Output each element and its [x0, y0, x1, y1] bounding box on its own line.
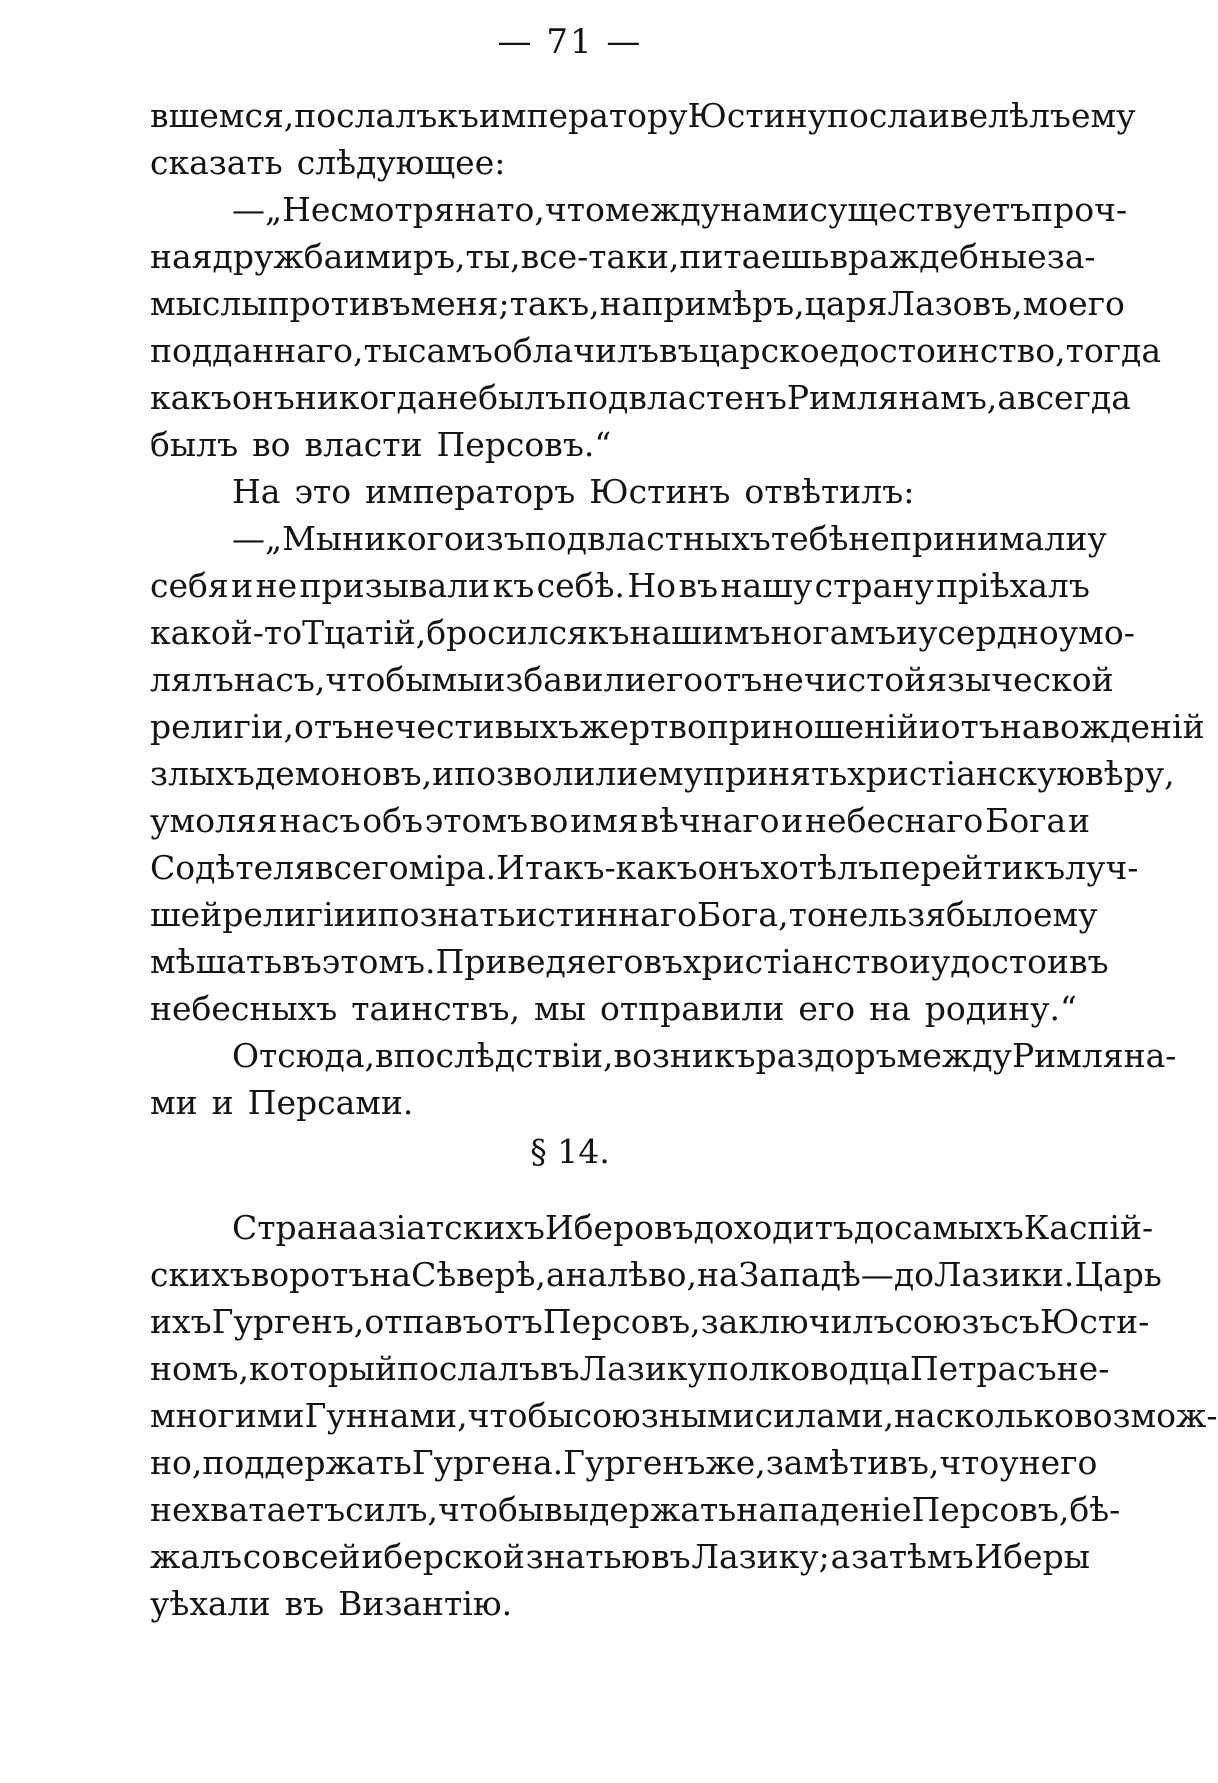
text-line: скихъ воротъ на Сѣверѣ, а налѣво, на Западѣ—до Лазики. Царь: [150, 1255, 1162, 1294]
text-line: многими Гуннами, чтобы союзными силами, насколько возмож-: [150, 1396, 1218, 1435]
text-line: Страна азiатскихъ Иберовъ доходитъ до самыхъ Каспiй-: [232, 1208, 1154, 1247]
text-line: уѣхали въ Византiю.: [150, 1584, 513, 1623]
text-line: религiи, отъ нечестивыхъ жертвоприношенiй и отъ навожденiй: [150, 707, 1205, 746]
text-line: номъ, который послалъ въ Лазику полководца Петра съ не-: [150, 1349, 1110, 1388]
text-line: —„Мы никого изъ подвластныхъ тебѣ не принимали у: [232, 519, 1107, 558]
text-line: себя и не призывали къ себѣ. Но въ нашу страну прiѣхалъ: [150, 566, 1090, 605]
text-line: не хватаетъ силъ, чтобы выдержать нападенiе Персовъ, бѣ-: [150, 1490, 1121, 1529]
text-line: злыхъ демоновъ, и позволили ему принять христiанскую вѣру,: [150, 754, 1175, 793]
text-line: ми и Персами.: [150, 1083, 414, 1122]
text-line: подданнаго, ты самъ облачилъ въ царское достоинство, тогда: [150, 331, 1162, 370]
text-line: лялъ насъ, чтобы мы избавили его отъ нечистой языческой: [150, 660, 1114, 699]
text-line: какъ онъ никогда не былъ подвластенъ Римлянамъ, а всегда: [150, 378, 1131, 417]
text-line: мыслы противъ меня; такъ, напримѣръ, царя Лазовъ, моего: [150, 284, 1125, 323]
text-line: жалъ со всей иберской знатью въ Лазику; а затѣмъ Иберы: [150, 1537, 1090, 1576]
text-line: ихъ Гургенъ, отпавъ отъ Персовъ, заключилъ союзъ съ Юсти-: [150, 1302, 1150, 1341]
text-line: мѣшать въ этомъ. Приведя его въ христiанство и удостоивъ: [150, 942, 1109, 981]
text-line: —„Несмотря на то, что между нами существуетъ проч-: [232, 190, 1128, 229]
section-heading: § 14.: [530, 1132, 610, 1171]
page-number: — 71 —: [497, 22, 643, 62]
text-line: но, поддержать Гургена. Гургенъ же, замѣтивъ, что у него: [150, 1443, 1098, 1482]
text-line: какой-то Тцатiй, бросился къ нашимъ ногамъ и усердно умо-: [150, 613, 1135, 652]
text-line: На это императоръ Юстинъ отвѣтилъ:: [232, 472, 915, 511]
text-block-section-14: [150, 1204, 1218, 1627]
text-line: сказать слѣдующее:: [150, 143, 506, 182]
text-line: вшемся, послалъ къ императору Юстину посла и велѣлъ ему: [150, 96, 1136, 135]
text-line: ная дружба и миръ, ты, все-таки, питаешь враждебные за-: [150, 237, 1096, 276]
text-line: небесныхъ таинствъ, мы отправили его на родину.“: [150, 989, 1077, 1028]
text-line: Содѣтеля всего мiра. И такъ-какъ онъ хотѣлъ перейти къ луч-: [150, 848, 1139, 887]
text-block-section-13: [150, 92, 1205, 1126]
text-line: Отсюда, впослѣдствiи, возникъ раздоръ между Римляна-: [232, 1036, 1177, 1075]
text-line: шей религiи и познать истиннаго Бога, то нельзя было ему: [150, 895, 1098, 934]
text-line: умоляя насъ объ этомъ во имя вѣчнаго и небеснаго Бога и: [150, 801, 1090, 840]
text-line: былъ во власти Персовъ.“: [150, 425, 612, 464]
